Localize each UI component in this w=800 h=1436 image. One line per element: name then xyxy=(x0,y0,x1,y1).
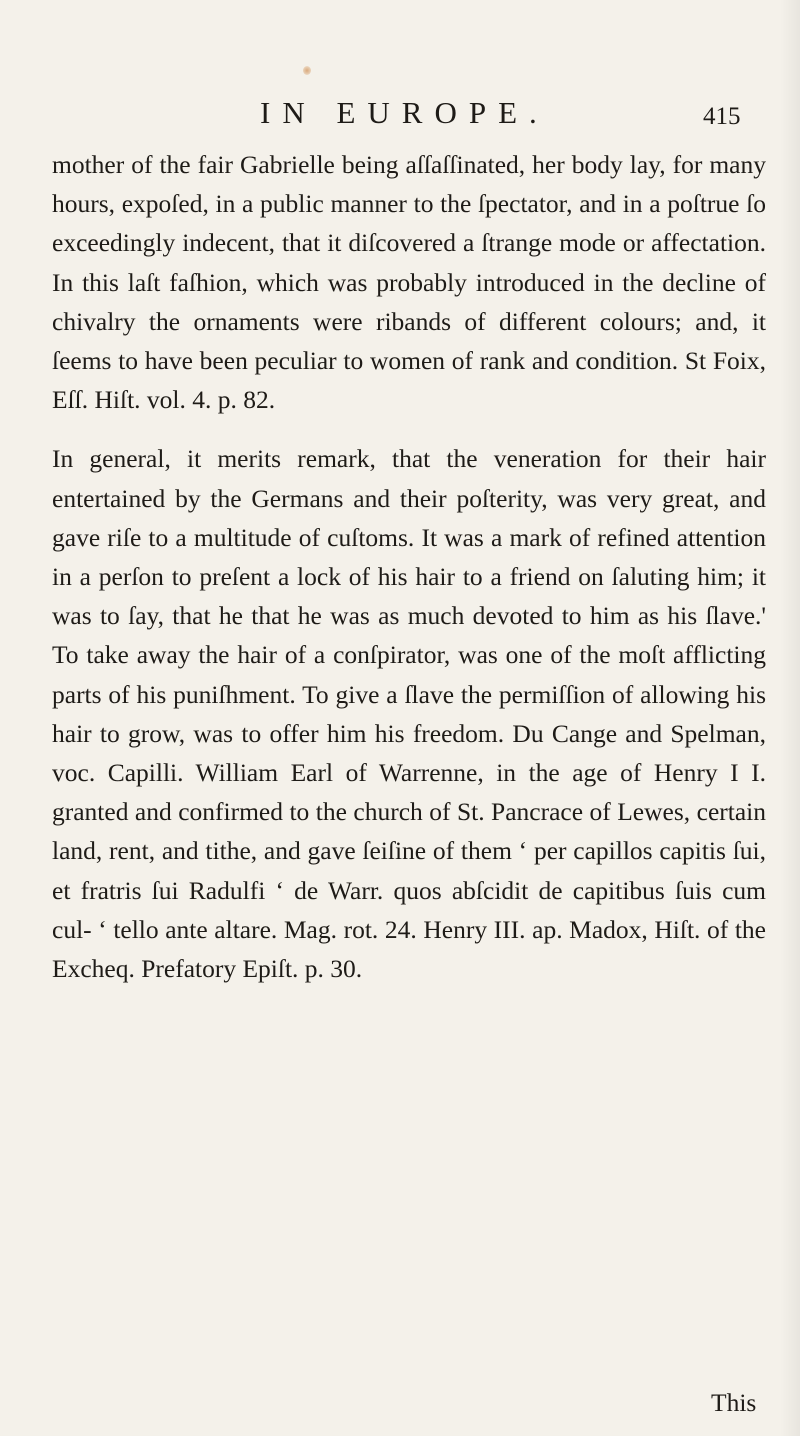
page-header xyxy=(260,88,780,138)
paragraph-1: mother of the fair Gabrielle being aſſaſſinated, her body lay, for many hours, expoſed, in a public manner to the ſpectator, and in a poſtrue ſo exceedingly indecent, that it diſcovered a ſtrange mode or affectation. In this laſt faſhion, which was probably introduced in the decline of chivalry the ornaments were ribands of different colours; and, it ſeems to have been peculiar to women of rank and condition. St Foix, Eſſ. Hiſt. vol. 4. p. 82. xyxy=(52,150,766,415)
ink-speck xyxy=(303,66,311,75)
running-head: IN EUROPE. xyxy=(260,95,549,130)
body-text xyxy=(52,145,766,988)
paragraph-2: In general, it merits remark, that the veneration for their hair entertained by the Germans and their poſterity, was very great, and gave riſe to a multitude of cuſtoms. It was a mark of refined attention in a perſon to preſent a lock of his hair to a friend on ſaluting him; it was to ſay, that he that he was as much devoted to him as his ſlave.' To take away the hair of a conſpirator, was one of the moſt afflicting parts of his puniſhment. To give a ſlave the permiſſion of allowing his hair to grow, was to offer him his freedom. Du Cange and Spelman, voc. Capilli. William Earl of Warrenne, in the age of Henry I I. granted and confirmed to the church of St. Pancrace of Lewes, certain land, rent, and tithe, and gave ſeiſine of them ‘ per capillos capitis ſui, et fratris ſui Radulfi ‘ de Warr. quos abſcidit de capitibus ſuis cum cul- ‘ tello ante altare. Mag. rot. 24. Henry III. ap. Madox, Hiſt. of the Excheq. Prefatory Epiſt. p. 30. xyxy=(52,444,766,984)
page-number: 415 xyxy=(703,103,741,130)
catchword: This xyxy=(711,1388,757,1417)
page-edge-shadow xyxy=(780,0,800,1436)
